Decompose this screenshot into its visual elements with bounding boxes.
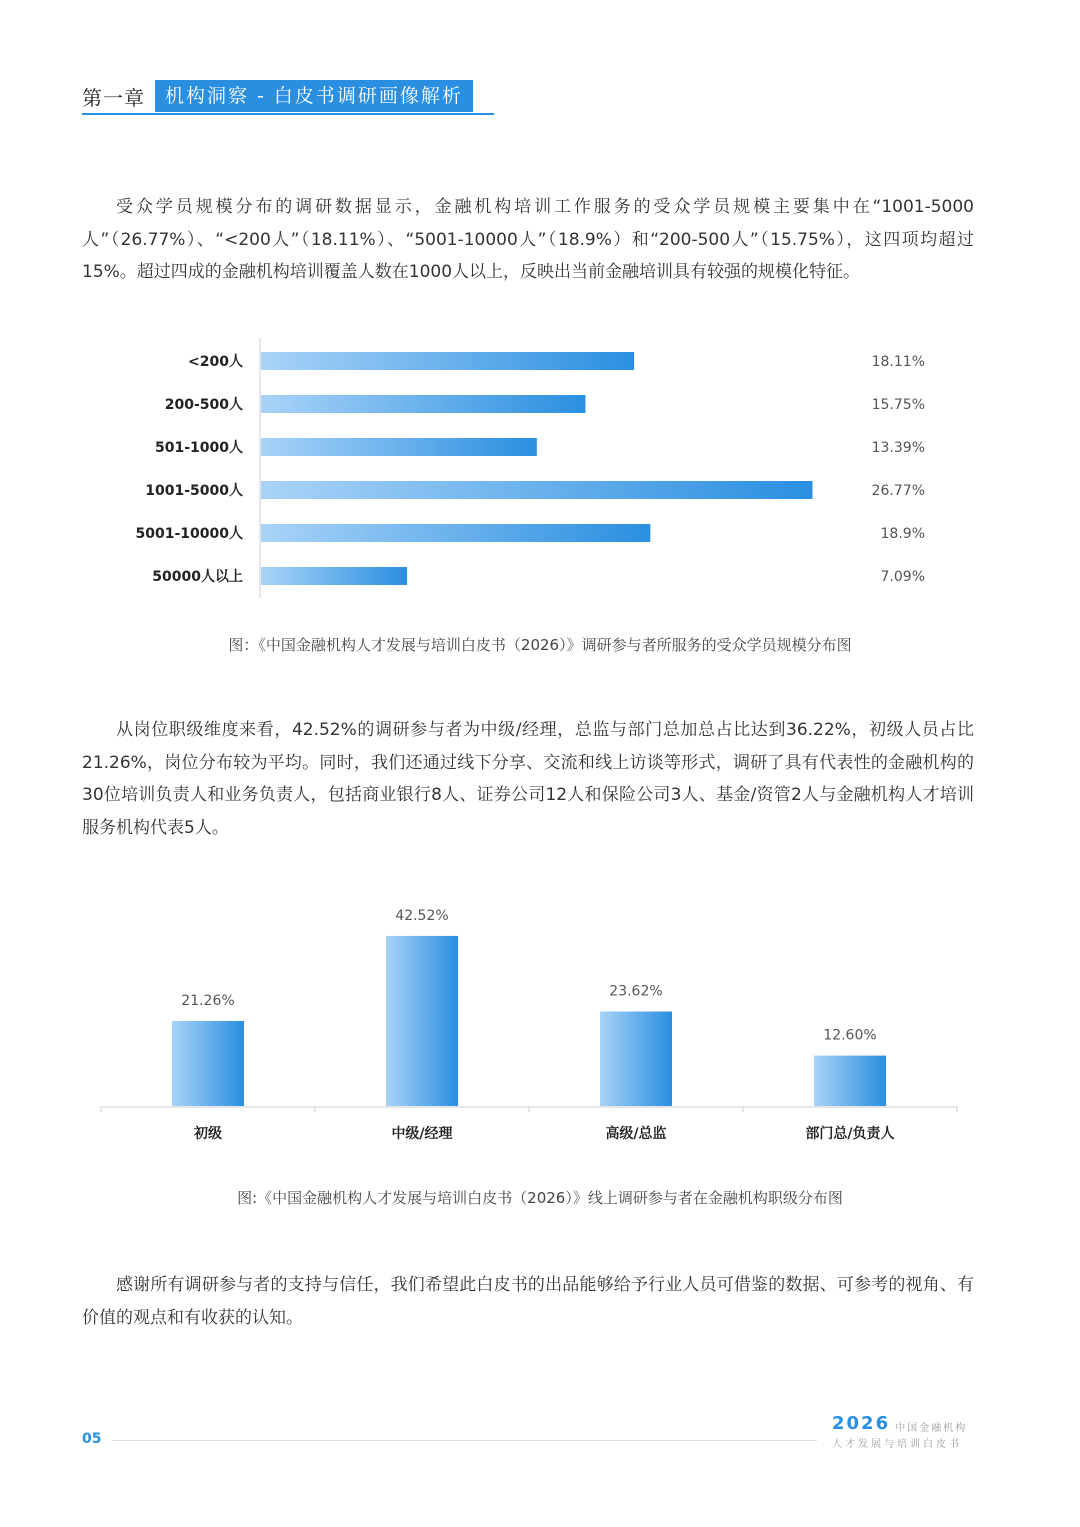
chapter-title: 机构洞察 - 白皮书调研画像解析 [155, 80, 473, 112]
page-number: 05 [82, 1431, 102, 1447]
chart2-category-label: 高级/总监 [605, 1126, 667, 1142]
chart2-bar [386, 936, 458, 1106]
chart1-value-label: 13.39% [871, 440, 925, 456]
chart1-bar [261, 395, 585, 413]
chart1-category-label: 5001-10000人 [135, 526, 243, 542]
chart1-bar [261, 438, 537, 456]
chart1-category-label: <200人 [188, 354, 243, 370]
logo-line-2: 人才发展与培训白皮书 [832, 1439, 962, 1450]
chart1-caption: 图：《中国金融机构人才发展与培训白皮书（2026）》调研参与者所服务的受众学员规模分布图 [228, 636, 852, 654]
chart1-value-label: 15.75% [871, 397, 925, 413]
chart1-category-label: 1001-5000人 [145, 483, 243, 499]
chart1-bar [261, 567, 407, 585]
chart1-bar [261, 524, 650, 542]
paragraph-3: 感谢所有调研参与者的支持与信任，我们希望此白皮书的出品能够给予行业人员可借鉴的数据、可参考的视角、有价值的观点和有收获的认知。 [82, 1275, 974, 1328]
chart1-bar [261, 352, 634, 370]
paragraph-2: 从岗位职级维度来看，42.52%的调研参与者为中级/经理，总监与部门总加总占比达到36.22%，初级人员占比21.26%，岗位分布较为平均。同时，我们还通过线下分享、交流和线上访谈等形式，调研了具有代表性的金融机构的30位培训负责人和业务负责人，包括商业银行8人、证券公司12人和保险公司3人、基金/资管2人与金融机构人才培训服务机构代表5人。 [82, 720, 974, 838]
header-underline [82, 113, 494, 115]
chart1-bar [261, 481, 812, 499]
job-level-chart [0, 890, 1080, 1160]
chart1-value-label: 26.77% [871, 483, 925, 499]
chart1-value-label: 18.9% [880, 526, 925, 542]
chart1-category-label: 50000人以上 [152, 569, 243, 585]
chart2-value-label: 42.52% [395, 907, 449, 924]
chart1-value-label: 7.09% [880, 569, 925, 585]
chart2-bar [814, 1056, 886, 1106]
chart2-category-label: 初级 [194, 1126, 222, 1142]
chart2-category-label: 部门总/负责人 [805, 1126, 895, 1142]
chart1-category-label: 200-500人 [164, 397, 243, 413]
logo-year: 2026 [832, 1413, 891, 1434]
chart2-value-label: 12.60% [823, 1027, 877, 1044]
audience-size-chart [0, 330, 1080, 610]
footer-divider [112, 1440, 817, 1441]
chapter-header [82, 80, 473, 112]
chart2-caption: 图:《中国金融机构人才发展与培训白皮书（2026）》线上调研参与者在金融机构职级分布图 [237, 1189, 843, 1207]
chapter-label: 第一章 [82, 85, 145, 110]
chart2-category-label: 中级/经理 [391, 1126, 453, 1142]
chart1-category-label: 501-1000人 [155, 440, 243, 456]
logo-line-1: 中国金融机构 [895, 1423, 968, 1434]
chart2-value-label: 21.26% [181, 992, 235, 1009]
whitepaper-logo [832, 1413, 980, 1450]
chart2-value-label: 23.62% [609, 983, 663, 1000]
chart2-bar [600, 1012, 672, 1106]
chart1-value-label: 18.11% [871, 354, 925, 370]
chart2-bar [172, 1021, 244, 1106]
paragraph-1: 受众学员规模分布的调研数据显示，金融机构培训工作服务的受众学员规模主要集中在“1001-5000人”（26.77%）、“<200人”（18.11%）、“5001-10000人”（18.9%）和“200-500人”（15.75%），这四项均超过15%。超过四成的金融机构培训覆盖人数在1000人以上，反映出当前金融培训具有较强的规模化特征。 [82, 197, 974, 282]
